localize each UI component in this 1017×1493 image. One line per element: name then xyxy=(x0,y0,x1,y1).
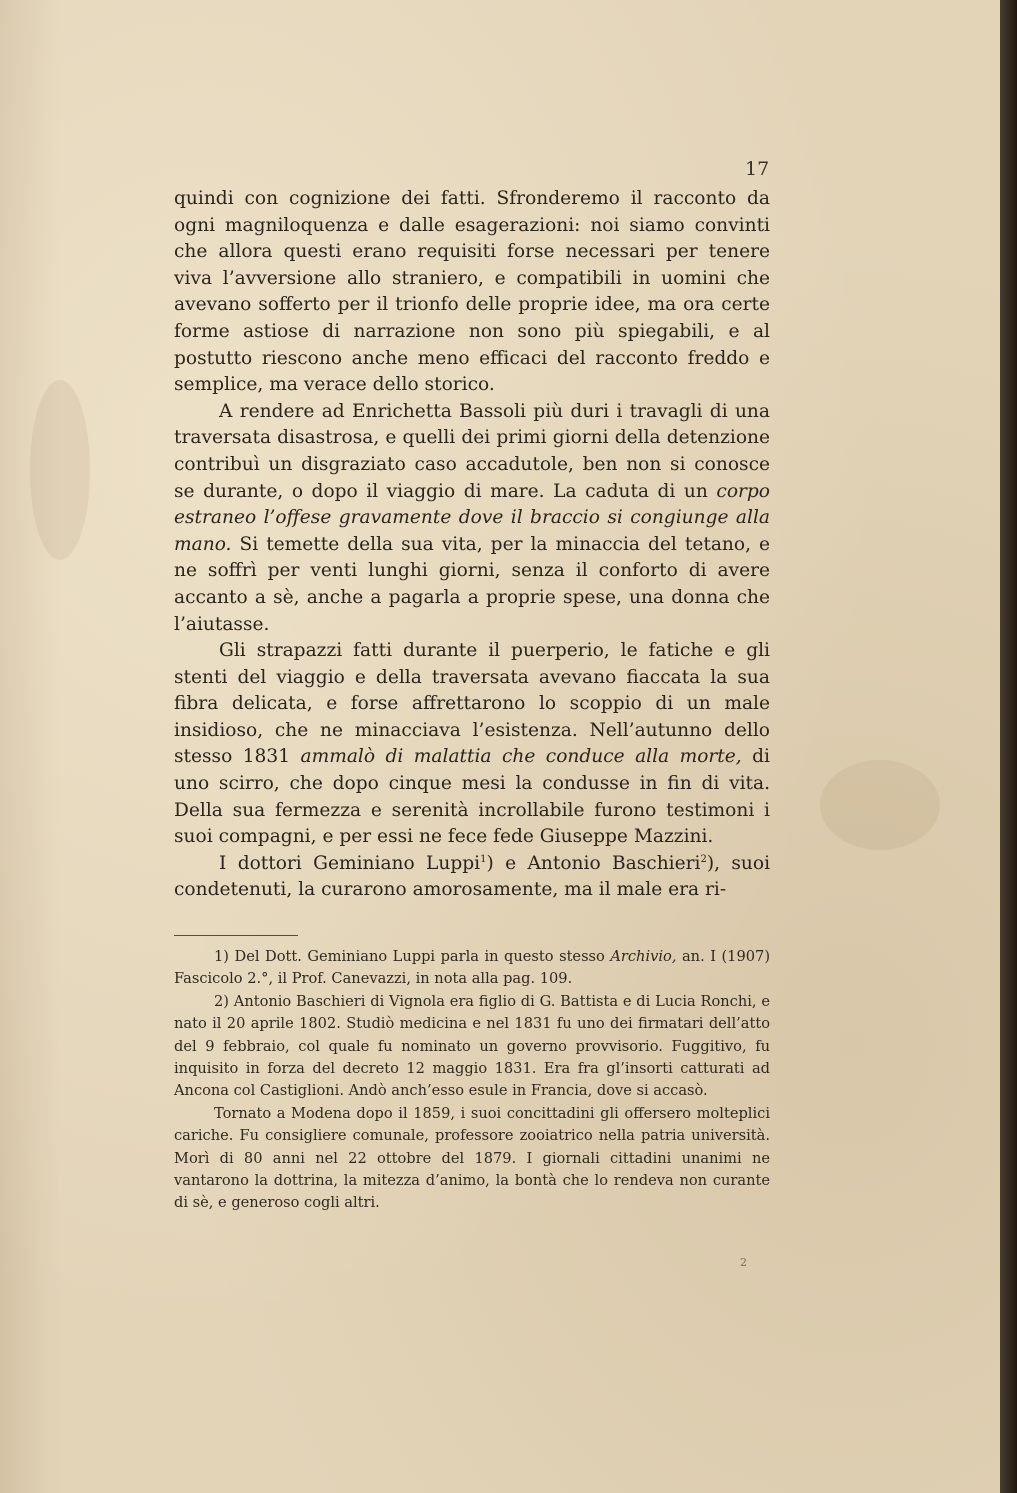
footnotes xyxy=(174,946,770,1215)
italic-quote: corpo estraneo l’offese gravamente dove il braccio si congiunge alla mano. xyxy=(174,480,770,555)
paper-stain xyxy=(820,760,940,850)
paper-stain xyxy=(30,380,90,560)
footnote-marker: 2) xyxy=(214,992,234,1010)
footnote-divider xyxy=(174,935,298,936)
footnote-marker: 1) xyxy=(214,948,235,965)
paragraph-text: I dottori Geminiano Luppi xyxy=(219,852,481,874)
paragraph-text: ), suoi condetenuti, la curarono amorosamente, ma il male era ri- xyxy=(174,852,771,901)
paragraph-text: Si temette della sua vita, per la minaccia del tetano, e ne soffrì per venti lunghi giorni, senza il conforto di avere accanto a sè, anche a pagarla a proprie spese, una donna che l’aiutasse. xyxy=(174,533,770,635)
paragraph xyxy=(174,186,770,399)
paragraph-text: quindi con cognizione dei fatti. Sfronderemo il racconto da ogni magniloquenza e dalle esagerazioni: noi siamo convinti che allora questi erano requisiti forse necessari per tenere viva l’avversione allo straniero, e compatibili in uomini che avevano sofferto per il trionfo delle proprie idee, ma ora certe forme astiose di narrazione non sono più spiegabili, e al postutto riescono anche meno efficaci del racconto freddo e semplice, ma verace dello storico. xyxy=(174,188,770,396)
paragraph xyxy=(174,638,770,851)
footnote-text: Antonio Baschieri di Vignola era figlio di G. Battista e di Lucia Ronchi, e nato il 20 aprile 1802. Studiò medicina e nel 1831 fu uno dei firmatari dell’atto del 9 febbraio, col quale fu nominato un governo provvisorio. Fuggitivo, fu inquisito in forza del decreto 12 maggio 1831. Era fra gl’insorti catturati ad Ancona col Castiglioni. Andò anch’esso esule in Francia, dove si accasò. xyxy=(174,992,770,1100)
footnote xyxy=(174,946,770,991)
paragraph-text: A rendere ad Enrichetta Bassoli più duri i travagli di una traversata disastrosa, e quelli dei primi giorni della detenzione contribuì un disgraziato caso accadutole, ben non si conosce se durante, o dopo il viaggio di mare. La caduta di un xyxy=(174,400,770,502)
footnote-text: Del Dott. Geminiano Luppi parla in questo stesso xyxy=(234,948,605,965)
page-number: 17 xyxy=(745,158,770,180)
italic-quote: ammalò di malattia che conduce alla morte, xyxy=(300,746,742,768)
paragraph xyxy=(174,851,770,904)
paragraph-text: ) e Antonio Baschieri xyxy=(486,852,701,874)
footnote-ref: 1 xyxy=(480,853,487,865)
footnote xyxy=(174,991,770,1103)
footnote-ref: 2 xyxy=(700,853,707,865)
book-edge xyxy=(1000,0,1017,1493)
main-text xyxy=(174,186,770,904)
footnote-italic: Archivio, xyxy=(610,948,677,965)
footnote-text: an. I (1907) Fascicolo 2.°, il Prof. Canevazzi, in nota alla pag. 109. xyxy=(174,948,771,988)
footnote-continuation xyxy=(174,1103,770,1215)
paragraph xyxy=(174,399,770,638)
footnote-text: Tornato a Modena dopo il 1859, i suoi concittadini gli offersero molteplici cariche. Fu consigliere comunale, professore zooiatrico nella patria università. Morì di 80 anni nel 22 ottobre del 1879. I giornali cittadini unanimi ne vantarono la dottrina, la mitezza d’animo, la bontà che lo rendeva non curante di sè, e generoso cogli altri. xyxy=(174,1104,770,1212)
paragraph-text: di uno scirro, che dopo cinque mesi la condusse in fin di vita. Della sua fermezza e serenità incrollabile furono testimoni i suoi compagni, e per essi ne fece fede Giuseppe Mazzini. xyxy=(174,746,770,848)
paragraph-text: Gli strapazzi fatti durante il puerperio, le fatiche e gli stenti del viaggio e della traversata avevano fiaccata la sua fibra delicata, e forse affrettarono lo scoppio di un male insidioso, che ne minacciava l’esistenza. Nell’autunno dello stesso 1831 xyxy=(174,640,770,768)
signature-mark: 2 xyxy=(740,1256,747,1269)
